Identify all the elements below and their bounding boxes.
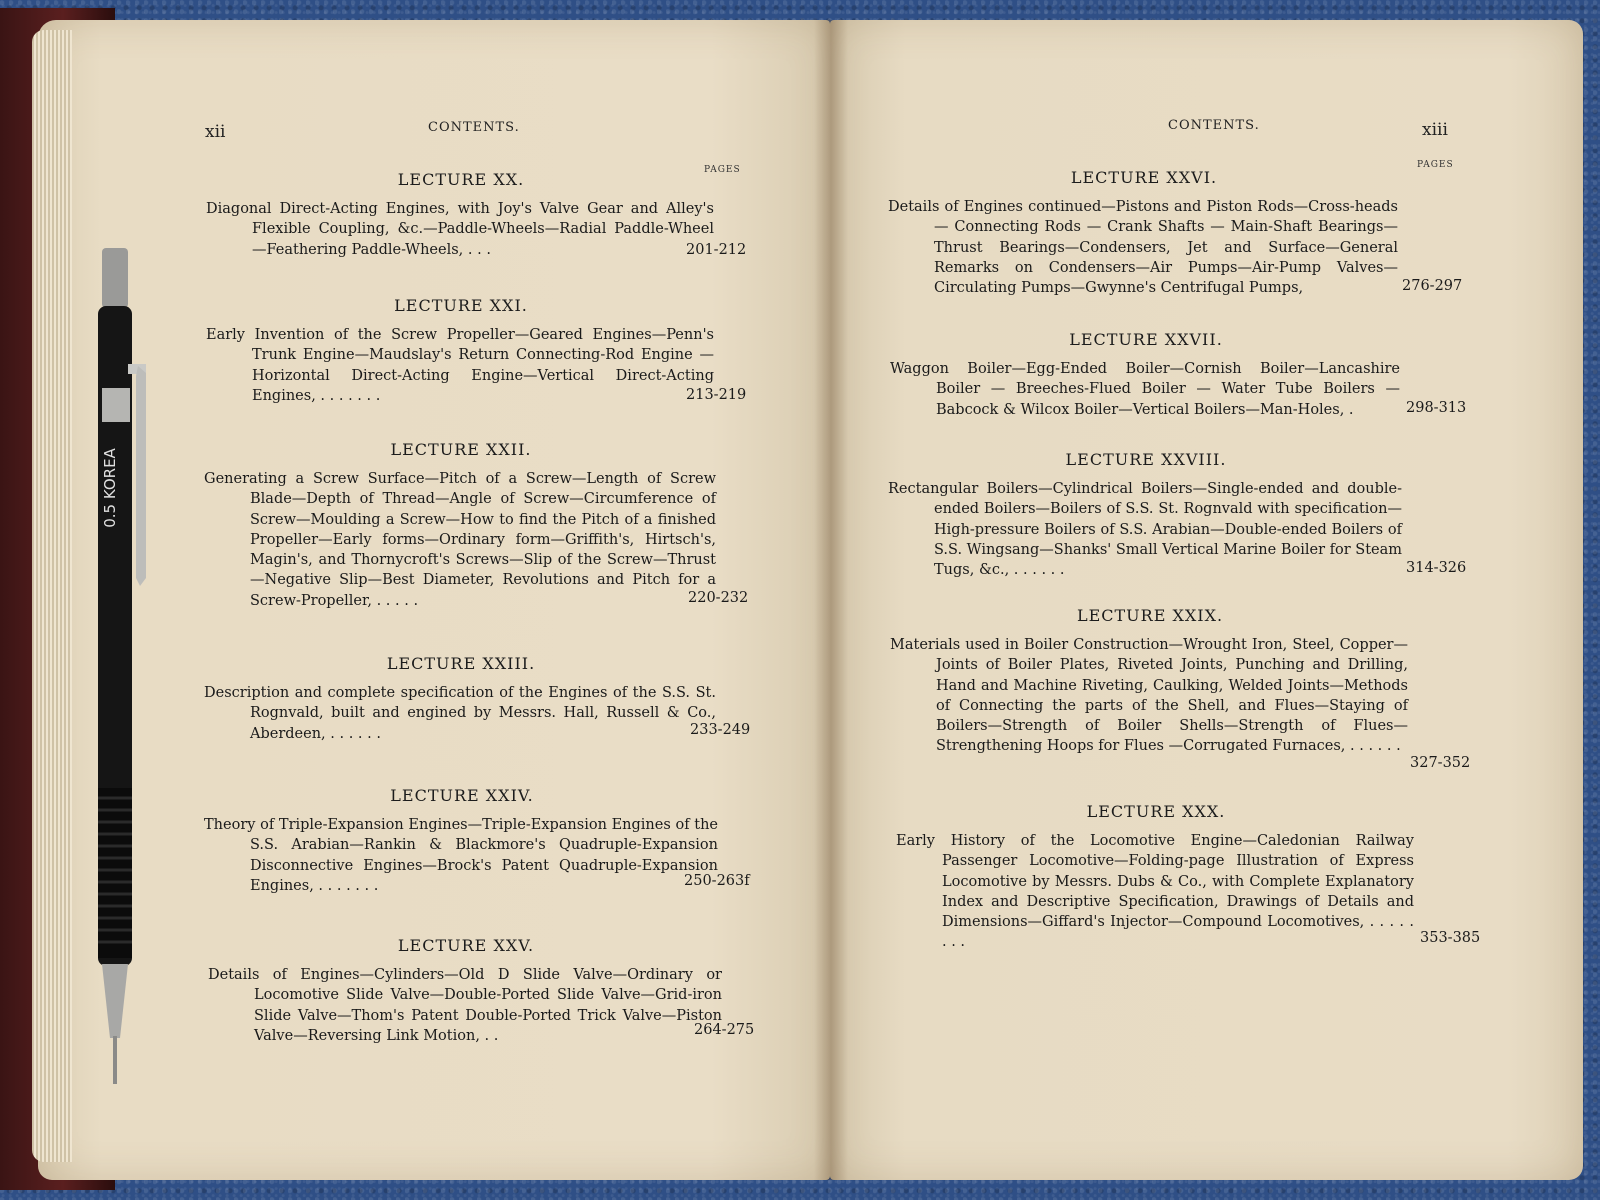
lecture-entry: Materials used in Boiler Construction—Wrought Iron, Steel, Copper—Joints of Boiler Plates, Riveted Joints, Punching and Drilling, Hand and Machine Riveting, Caulking, Welded Joints—Methods of Connecting the parts of the Shell, and Flues—Staying of Boilers—Strength of Boiler Shells—Strength of Flues—Strengthening Hoops for Flues —Corrugated Furnaces, . . . . . . [890,637,1408,755]
lecture-entry: Details of Engines continued—Pistons and Piston Rods—Cross-heads — Connecting Rods — Crank Shafts — Main-Shaft Bearings—Thrust Bearings—Condensers, Jet and Surface—General Remarks on Condensers—Air Pumps—Air-Pump Valves—Circulating Pumps—Gwynne's Centrifugal Pumps, [888,199,1398,297]
lecture-title: LECTURE XXVII. [1069,330,1223,349]
lecture-xxx [896,802,1416,953]
page-range: 353-385 [1420,930,1481,946]
page-range: 233-249 [690,722,751,738]
open-book [38,20,1583,1180]
left-folio: xii [205,122,226,142]
page-range: 276-297 [1402,278,1463,294]
pencil-grip [98,788,132,958]
page-range: 213-219 [686,387,747,403]
lecture-entry: Diagonal Direct-Acting Engines, with Joy's Valve Gear and Alley's Flexible Coupling, &c.—Paddle-Wheels—Radial Paddle-Wheel—Feathering Paddle-Wheels, . . . [206,201,714,258]
right-header: CONTENTS. [1168,118,1260,133]
lecture-title: LECTURE XXV. [397,936,535,955]
right-page [830,20,1583,1180]
lecture-title: LECTURE XXX. [1086,802,1226,821]
lecture-entry: Early Invention of the Screw Propeller—Geared Engines—Penn's Trunk Engine—Maudslay's Return Connecting-Rod Engine —Horizontal Direct-Acting Engine—Vertical Direct-Acting Engines, . . . . . . . [206,327,714,404]
lecture-xxiii [204,654,718,744]
lecture-xxv [208,936,724,1046]
lecture-title: LECTURE XX. [397,170,525,189]
page-range: 264-275 [694,1022,755,1038]
page-range: 220-232 [688,590,749,606]
page-range: 327-352 [1410,755,1471,771]
lecture-xxix [890,606,1410,757]
lecture-title: LECTURE XXVI. [1070,168,1218,187]
pencil-clip [136,366,146,586]
lecture-entry: Details of Engines—Cylinders—Old D Slide Valve—Ordinary or Locomotive Slide Valve—Double-Ported Slide Valve—Grid-iron Slide Valve—Thom's Patent Double-Ported Trick Valve—Piston Valve—Reversing Link Motion, . . [208,967,722,1044]
lecture-xxvii [890,330,1402,420]
left-page [38,20,830,1180]
pencil-tip-cone [102,964,128,1038]
lecture-entry: Rectangular Boilers—Cylindrical Boilers—Single-ended and double-ended Boilers—Boilers of S.S. St. Rognvald with specification—High-pressure Boilers of S.S. Arabian—Double-ended Boilers of S.S. Wingsang—Shanks' Small Vertical Marine Boiler for Steam Tugs, &c., . . . . . . [888,481,1402,579]
page-range: 314-326 [1406,560,1467,576]
lecture-xxi [206,296,716,406]
lecture-title: LECTURE XXVIII. [1065,450,1227,469]
lecture-title: LECTURE XXII. [390,440,532,459]
lecture-entry: Generating a Screw Surface—Pitch of a Screw—Length of Screw Blade—Depth of Thread—Angle of Screw—Circumference of Screw—Moulding a Screw—How to find the Pitch of a finished Propeller—Early forms—Ordinary form—Griffith's, Hirtsch's, Magin's, and Thornycroft's Screws—Slip of the Screw—Thrust—Negative Slip—Best Diameter, Revolutions and Pitch for a Screw-Propeller, . . . . . [204,471,716,609]
lecture-xxviii [888,450,1404,580]
page-range: 250-263f [684,873,750,889]
book-gutter [814,20,848,1180]
pencil-brand-text: 0.5 KOREA [101,448,119,528]
page-range: 201-212 [686,242,747,258]
page-range: 298-313 [1406,400,1467,416]
left-pages-label: PAGES [704,165,741,175]
right-pages-label: PAGES [1417,160,1454,170]
right-folio: xiii [1422,120,1448,140]
pencil-lead-sleeve [113,1036,117,1084]
pencil-eraser-cap [102,248,128,308]
lecture-entry: Theory of Triple-Expansion Engines—Triple-Expansion Engines of the S.S. Arabian—Rankin & Blackmore's Quadruple-Expansion Disconnective Engines—Brock's Patent Quadruple-Expansion Engines, . . . . . . . [204,817,718,894]
lecture-title: LECTURE XXIV. [390,786,534,805]
lecture-title: LECTURE XXI. [394,296,528,315]
pencil-band [102,388,130,422]
lecture-title: LECTURE XXIX. [1076,606,1224,625]
mechanical-pencil [88,248,148,1088]
lecture-xx [206,170,716,260]
lecture-entry: Description and complete specification of the Engines of the S.S. St. Rognvald, built and engined by Messrs. Hall, Russell & Co., Aberdeen, . . . . . . [204,685,716,742]
page-edges [32,30,72,1162]
lecture-entry: Early History of the Locomotive Engine—Caledonian Railway Passenger Locomotive—Folding-page Illustration of Express Locomotive by Messrs. Dubs & Co., with Complete Explanatory Index and Descriptive Specification, Drawings of Details and Dimensions—Giffard's Injector—Compound Locomotives, . . . . . . . . [896,833,1414,951]
lecture-entry: Waggon Boiler—Egg-Ended Boiler—Cornish Boiler—Lancashire Boiler — Breeches-Flued Boiler — Water Tube Boilers — Babcock & Wilcox Boiler—Vertical Boilers—Man-Holes, . [890,361,1400,418]
lecture-title: LECTURE XXIII. [386,654,536,673]
lecture-xxiv [204,786,720,896]
lecture-xxvi [888,168,1400,298]
lecture-xxii [204,440,718,611]
left-header: CONTENTS. [428,120,520,135]
